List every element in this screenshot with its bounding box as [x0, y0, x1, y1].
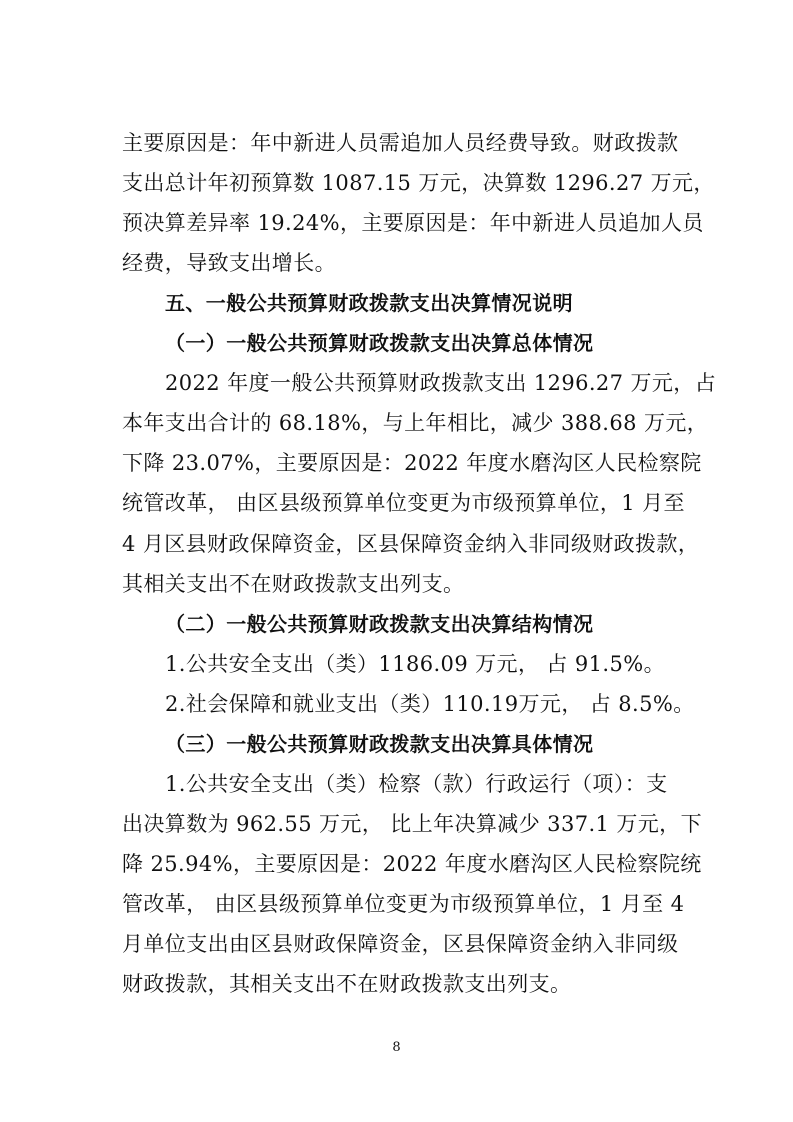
paragraph-line: 2022 年度一般公共预算财政拨款支出 1296.27 万元，占	[165, 371, 717, 395]
paragraph-line: 财政拨款，其相关支出不在财政拨款支出列支。	[122, 972, 572, 996]
subsection-heading: （三）一般公共预算财政拨款支出决算具体情况	[165, 732, 594, 756]
paragraph-line: 管改革， 由区县级预算单位变更为市级预算单位，1 月至 4	[122, 892, 685, 916]
paragraph-line: 本年支出合计的 68.18%，与上年相比，减少 388.68 万元，	[122, 411, 709, 435]
paragraph-line: 统管改革， 由区县级预算单位变更为市级预算单位，1 月至	[122, 491, 685, 515]
paragraph-line: 主要原因是：年中新进人员需追加人员经费导致。财政拨款	[122, 131, 679, 155]
subsection-heading: （二）一般公共预算财政拨款支出决算结构情况	[165, 612, 594, 636]
list-item: 2.社会保障和就业支出（类）110.19万元， 占 8.5%。	[165, 692, 695, 716]
section-heading: 五、一般公共预算财政拨款支出决算情况说明	[165, 291, 573, 315]
subsection-heading: （一）一般公共预算财政拨款支出决算总体情况	[165, 331, 594, 355]
paragraph-line: 4 月区县财政保障资金，区县保障资金纳入非同级财政拨款，	[122, 532, 700, 556]
paragraph-line: 月单位支出由区县财政保障资金，区县保障资金纳入非同级	[122, 932, 679, 956]
paragraph-line: 降 25.94%，主要原因是：2022 年度水磨沟区人民检察院统	[122, 852, 702, 876]
paragraph-line: 下降 23.07%，主要原因是：2022 年度水磨沟区人民检察院	[122, 451, 702, 475]
paragraph-line: 1.公共安全支出（类）检察（款）行政运行（项）：支	[165, 772, 668, 796]
list-item: 1.公共安全支出（类）1186.09 万元， 占 91.5%。	[165, 652, 666, 676]
page-number: 8	[392, 1040, 401, 1055]
paragraph-line: 预决算差异率 19.24%，主要原因是：年中新进人员追加人员	[122, 211, 704, 235]
paragraph-line: 其相关支出不在财政拨款支出列支。	[122, 572, 465, 596]
paragraph-line: 出决算数为 962.55 万元， 比上年决算减少 337.1 万元，下	[122, 812, 702, 836]
paragraph-line: 经费，导致支出增长。	[122, 251, 336, 275]
paragraph-line: 支出总计年初预算数 1087.15 万元，决算数 1296.27 万元，	[122, 171, 715, 195]
